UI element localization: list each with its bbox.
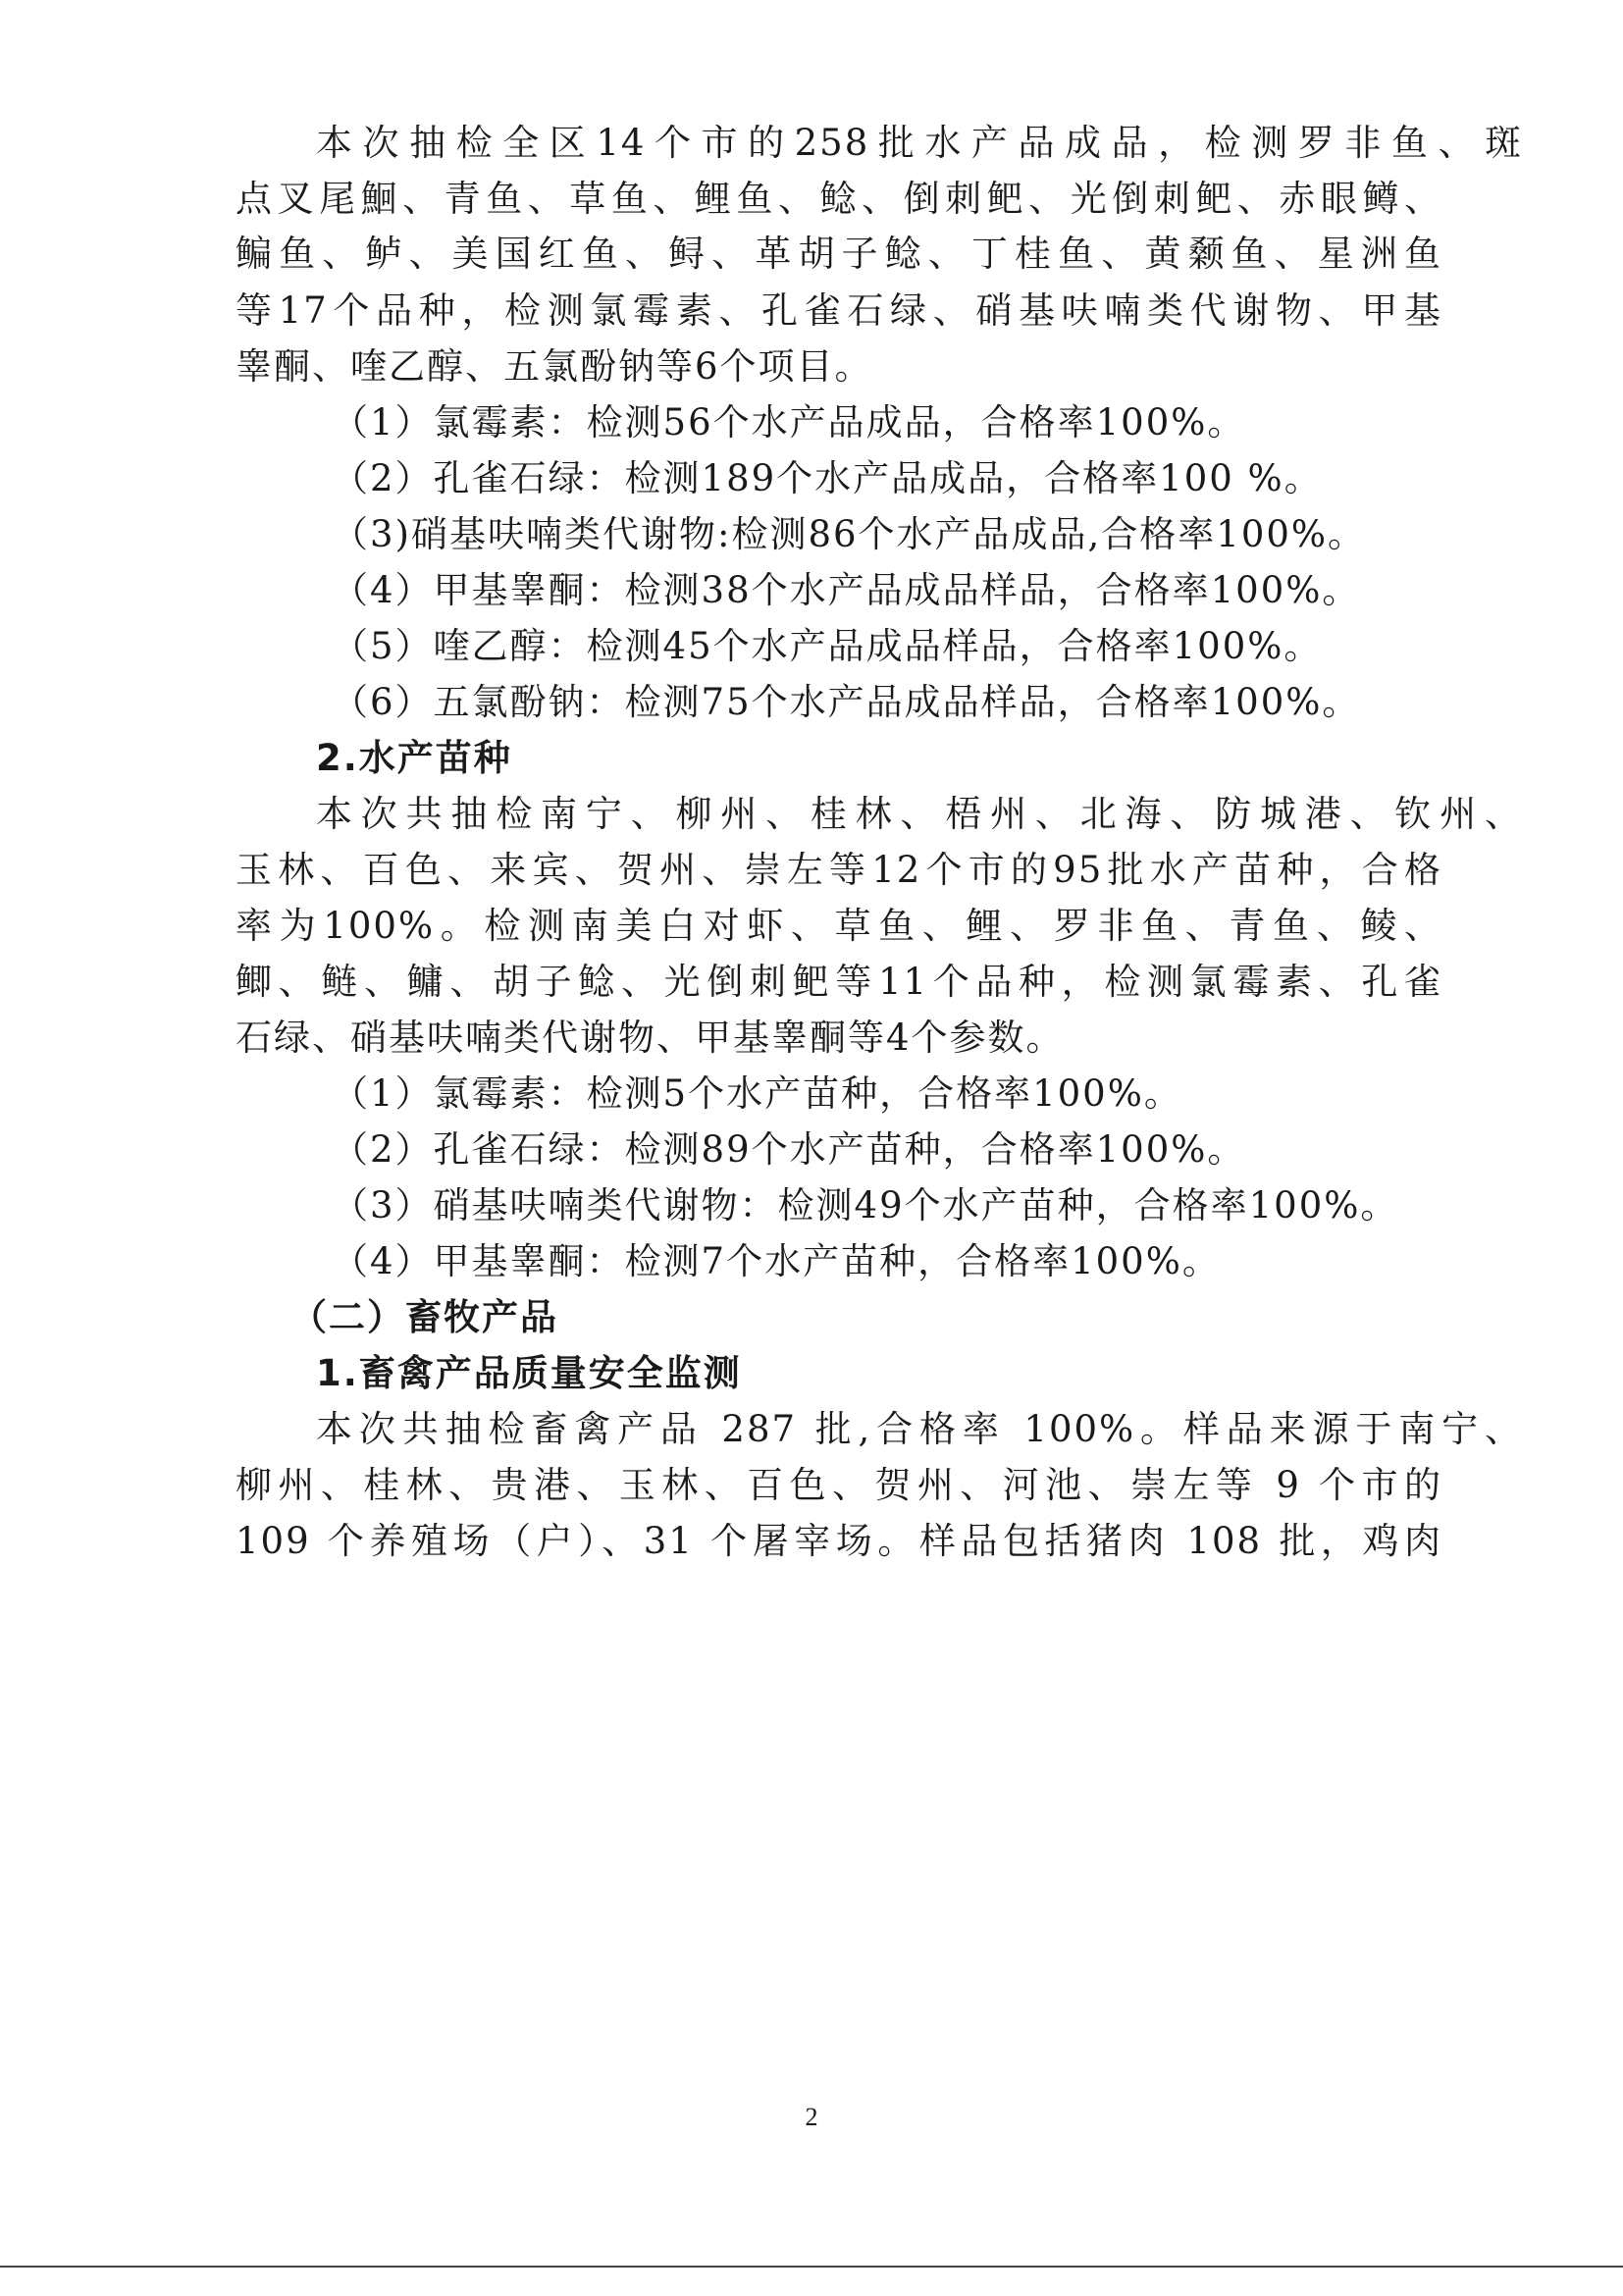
paragraph-3-line-2: 柳州、桂林、贵港、玉林、百色、贺州、河池、崇左等 9 个市的	[236, 1464, 1442, 1506]
paragraph-2-line-4: 鲫、鲢、鳙、胡子鲶、光倒刺鲃等11个品种，检测氯霉素、孔雀	[236, 961, 1442, 1003]
aquatic-product-item-2: （2）孔雀石绿：检测189个水产品成品，合格率100 %。	[332, 457, 1323, 499]
bottom-rule	[0, 2266, 1623, 2268]
paragraph-1-line-3: 鳊鱼、鲈、美国红鱼、鲟、革胡子鲶、丁桂鱼、黄颡鱼、星洲鱼	[236, 233, 1442, 275]
paragraph-2-line-2: 玉林、百色、来宾、贺州、崇左等12个市的95批水产苗种，合格	[236, 849, 1442, 891]
aquatic-product-item-5: （5）喹乙醇：检测45个水产品成品样品，合格率100%。	[332, 625, 1323, 667]
heading-aquatic-seedlings: 2.水产苗种	[316, 737, 512, 779]
paragraph-1-line-1: 本次抽检全区14个市的258批水产品成品，检测罗非鱼、斑	[316, 122, 1523, 164]
paragraph-2-line-5: 石绿、硝基呋喃类代谢物、甲基睾酮等4个参数。	[236, 1017, 1065, 1059]
paragraph-3-line-1: 本次共抽检畜禽产品 287 批,合格率 100%。样品来源于南宁、	[316, 1408, 1523, 1450]
seedling-item-3: （3）硝基呋喃类代谢物：检测49个水产苗种，合格率100%。	[332, 1184, 1399, 1226]
heading-livestock-quality-monitoring: 1.畜禽产品质量安全监测	[316, 1352, 742, 1394]
aquatic-product-item-6: （6）五氯酚钠：检测75个水产品成品样品，合格率100%。	[332, 681, 1361, 723]
paragraph-1-line-2: 点叉尾鮰、青鱼、草鱼、鲤鱼、鲶、倒刺鲃、光倒刺鲃、赤眼鳟、	[236, 178, 1442, 220]
seedling-item-2: （2）孔雀石绿：检测89个水产苗种，合格率100%。	[332, 1128, 1246, 1171]
seedling-item-4: （4）甲基睾酮：检测7个水产苗种，合格率100%。	[332, 1240, 1221, 1282]
page-number: 2	[805, 2103, 818, 2131]
aquatic-product-item-1: （1）氯霉素：检测56个水产品成品，合格率100%。	[332, 401, 1246, 444]
paragraph-1-line-5: 睾酮、喹乙醇、五氯酚钠等6个项目。	[236, 345, 873, 388]
section-livestock-products: （二）畜牧产品	[290, 1296, 558, 1338]
paragraph-3-line-3: 109 个养殖场（户）、31 个屠宰场。样品包括猪肉 108 批，鸡肉	[236, 1520, 1442, 1562]
aquatic-product-item-4: （4）甲基睾酮：检测38个水产品成品样品，合格率100%。	[332, 569, 1361, 611]
paragraph-2-line-3: 率为100%。检测南美白对虾、草鱼、鲤、罗非鱼、青鱼、鲮、	[236, 905, 1442, 947]
seedling-item-1: （1）氯霉素：检测5个水产苗种，合格率100%。	[332, 1072, 1182, 1115]
paragraph-2-line-1: 本次共抽检南宁、柳州、桂林、梧州、北海、防城港、钦州、	[316, 793, 1523, 835]
paragraph-1-line-4: 等17个品种，检测氯霉素、孔雀石绿、硝基呋喃类代谢物、甲基	[236, 289, 1442, 332]
aquatic-product-item-3: （3)硝基呋喃类代谢物:检测86个水产品成品,合格率100%。	[332, 513, 1367, 555]
